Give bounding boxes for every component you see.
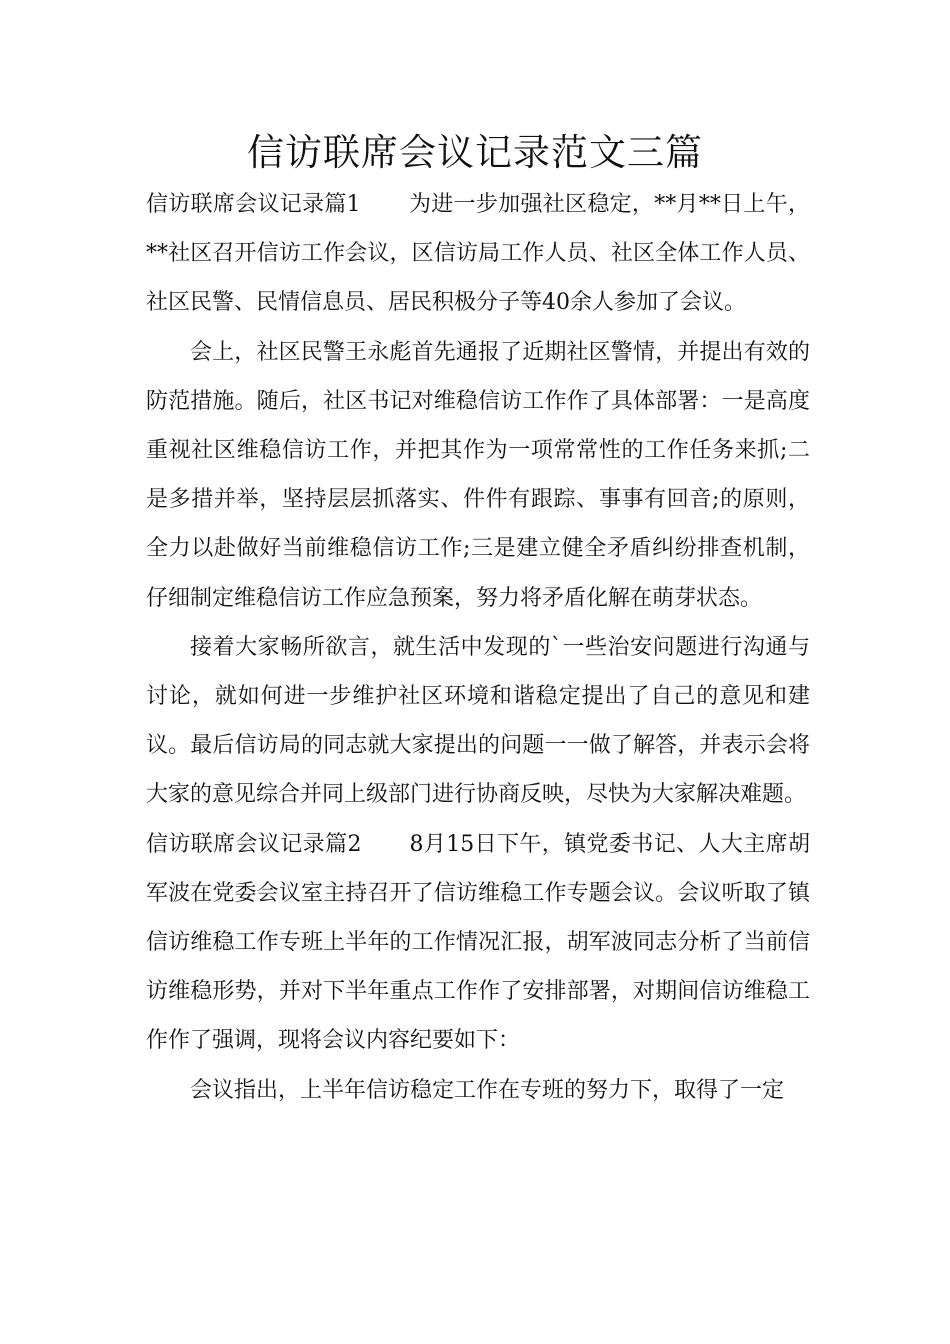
document-title: 信访联席会议记录范文三篇 bbox=[247, 131, 703, 174]
section1-first-paragraph bbox=[146, 180, 810, 328]
section2-paragraph-2: 会议指出，上半年信访稳定工作在专班的努力下，取得了一定 bbox=[190, 1077, 785, 1103]
section2-first-paragraph bbox=[146, 820, 810, 1066]
section1-paragraph-3: 接着大家畅所欲言，就生活中发现的`一些治安问题进行沟通与讨论，就如何进一步维护社区环境和谐稳定提出了自己的意见和建议。最后信访局的同志就大家提出的问题一一做了解答，并表示会将大家的意见综合并同上级部门进行协商反映，尽快为大家解决难题。 bbox=[146, 634, 810, 808]
section1-heading: 信访联席会议记录篇1 bbox=[146, 192, 361, 217]
section1-paragraph-2: 会上，社区民警王永彪首先通报了近期社区警情，并提出有效的防范措施。随后，社区书记对维稳信访工作作了具体部署：一是高度重视社区维稳信访工作，并把其作为一项常常性的工作任务来抓;二是多措并举，坚持层层抓落实、件件有跟踪、事事有回音;的原则，全力以赴做好当前维稳信访工作;三是建立健全矛盾纠纷排查机制，仔细制定维稳信访工作应急预案，努力将矛盾化解在萌芽状态。 bbox=[146, 339, 810, 611]
section2-paragraph-1: 8月15日下午，镇党委书记、人大主席胡军波在党委会议室主持召开了信访维稳工作专题会议。会议听取了镇信访维稳工作专班上半年的工作情况汇报，胡军波同志分析了当前信访维稳形势，并对下半年重点工作作了安排部署，对期间信访维稳工作作了强调，现将会议内容纪要如下： bbox=[146, 831, 810, 1054]
section2-heading: 信访联席会议记录篇2 bbox=[146, 831, 362, 857]
section1-paragraph-1: 为进一步加强社区稳定，**月**日上午，**社区召开信访工作会议，区信访局工作人员、社区全体工作人员、社区民警、民情信息员、居民积极分子等40余人参加了会议。 bbox=[146, 192, 810, 316]
document-body bbox=[146, 180, 810, 1115]
